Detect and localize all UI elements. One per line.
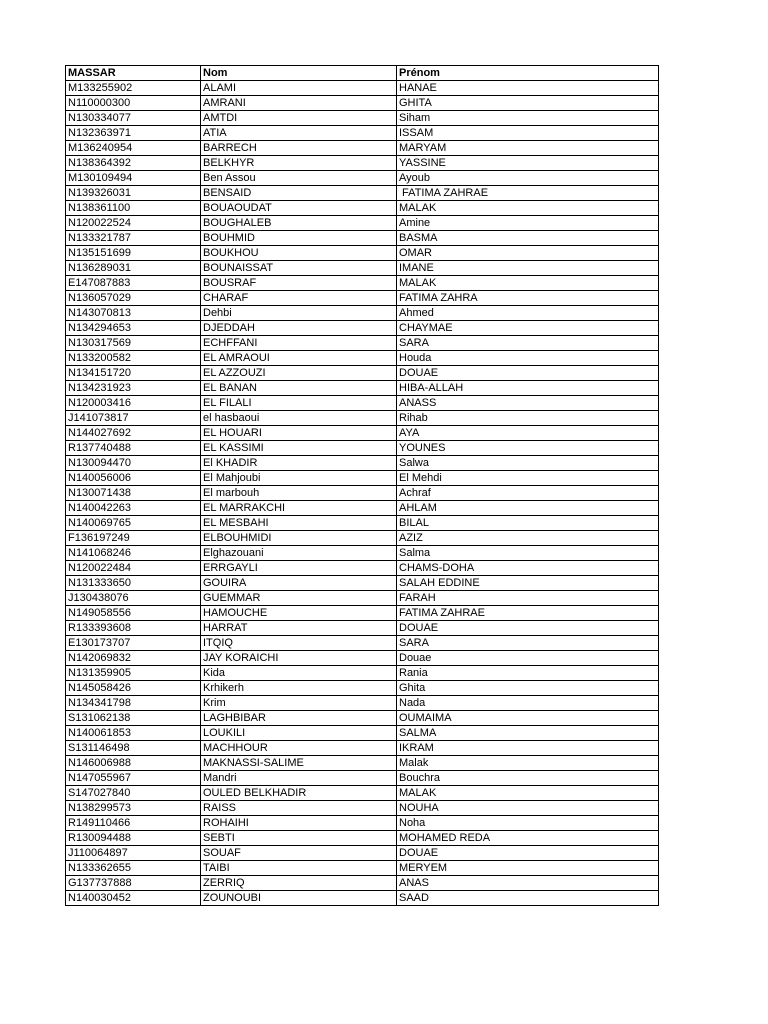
cell-prenom: Douae — [397, 651, 659, 666]
table-body — [66, 81, 659, 906]
cell-massar: F136197249 — [66, 531, 201, 546]
cell-massar: N134151720 — [66, 366, 201, 381]
table-row — [66, 111, 659, 126]
cell-nom: BOUSRAF — [201, 276, 397, 291]
cell-massar: N134341798 — [66, 696, 201, 711]
cell-nom: ELBOUHMIDI — [201, 531, 397, 546]
cell-prenom: CHAMS-DOHA — [397, 561, 659, 576]
cell-prenom: AYA — [397, 426, 659, 441]
table-row — [66, 516, 659, 531]
cell-nom: Kida — [201, 666, 397, 681]
cell-prenom: FARAH — [397, 591, 659, 606]
header-prenom: Prénom — [397, 66, 659, 81]
header-row — [66, 66, 659, 81]
cell-nom: Ben Assou — [201, 171, 397, 186]
cell-massar: N131333650 — [66, 576, 201, 591]
table-row — [66, 126, 659, 141]
cell-prenom: Rihab — [397, 411, 659, 426]
table-row — [66, 306, 659, 321]
cell-massar: N136289031 — [66, 261, 201, 276]
table-row — [66, 801, 659, 816]
cell-massar: N133362655 — [66, 861, 201, 876]
table-row — [66, 861, 659, 876]
cell-prenom: SALMA — [397, 726, 659, 741]
cell-prenom: FATIMA ZAHRA — [397, 291, 659, 306]
cell-prenom: Ayoub — [397, 171, 659, 186]
cell-massar: R133393608 — [66, 621, 201, 636]
table-row — [66, 336, 659, 351]
table-row — [66, 666, 659, 681]
cell-massar: N145058426 — [66, 681, 201, 696]
table-row — [66, 396, 659, 411]
cell-nom: DJEDDAH — [201, 321, 397, 336]
table-row — [66, 291, 659, 306]
cell-prenom: Ghita — [397, 681, 659, 696]
table-row — [66, 171, 659, 186]
header-massar: MASSAR — [66, 66, 201, 81]
cell-massar: N149058556 — [66, 606, 201, 621]
table-row — [66, 351, 659, 366]
cell-nom: el hasbaoui — [201, 411, 397, 426]
cell-nom: EL HOUARI — [201, 426, 397, 441]
table-row — [66, 366, 659, 381]
table-row — [66, 441, 659, 456]
cell-prenom: MALAK — [397, 201, 659, 216]
cell-nom: AMRANI — [201, 96, 397, 111]
cell-massar: N134231923 — [66, 381, 201, 396]
table-row — [66, 546, 659, 561]
cell-massar: N131359905 — [66, 666, 201, 681]
cell-prenom: Bouchra — [397, 771, 659, 786]
cell-massar: N110000300 — [66, 96, 201, 111]
table-row — [66, 771, 659, 786]
cell-massar: G137737888 — [66, 876, 201, 891]
table-row — [66, 891, 659, 906]
cell-nom: ZERRIQ — [201, 876, 397, 891]
cell-massar: M136240954 — [66, 141, 201, 156]
cell-prenom: SAAD — [397, 891, 659, 906]
cell-massar: J110064897 — [66, 846, 201, 861]
cell-massar: N136057029 — [66, 291, 201, 306]
table-row — [66, 741, 659, 756]
table-row — [66, 726, 659, 741]
cell-nom: BARRECH — [201, 141, 397, 156]
cell-nom: EL FILALI — [201, 396, 397, 411]
cell-nom: ATIA — [201, 126, 397, 141]
cell-massar: R137740488 — [66, 441, 201, 456]
cell-prenom: AZIZ — [397, 531, 659, 546]
cell-massar: N138299573 — [66, 801, 201, 816]
table-row — [66, 141, 659, 156]
cell-prenom: BILAL — [397, 516, 659, 531]
cell-nom: BOUHMID — [201, 231, 397, 246]
cell-nom: Krhikerh — [201, 681, 397, 696]
cell-massar: N142069832 — [66, 651, 201, 666]
cell-massar: N135151699 — [66, 246, 201, 261]
cell-massar: N143070813 — [66, 306, 201, 321]
cell-prenom: YOUNES — [397, 441, 659, 456]
cell-prenom: Salma — [397, 546, 659, 561]
cell-nom: BOUKHOU — [201, 246, 397, 261]
cell-massar: N140042263 — [66, 501, 201, 516]
table-row — [66, 216, 659, 231]
cell-nom: MACHHOUR — [201, 741, 397, 756]
cell-massar: J141073817 — [66, 411, 201, 426]
cell-prenom: NOUHA — [397, 801, 659, 816]
cell-massar: N134294653 — [66, 321, 201, 336]
cell-nom: GUEMMAR — [201, 591, 397, 606]
table-row — [66, 651, 659, 666]
cell-nom: HARRAT — [201, 621, 397, 636]
cell-prenom: HIBA-ALLAH — [397, 381, 659, 396]
cell-prenom: OMAR — [397, 246, 659, 261]
table-row — [66, 456, 659, 471]
cell-prenom: Noha — [397, 816, 659, 831]
cell-nom: CHARAF — [201, 291, 397, 306]
cell-nom: BELKHYR — [201, 156, 397, 171]
cell-massar: N138364392 — [66, 156, 201, 171]
cell-massar: N140069765 — [66, 516, 201, 531]
cell-nom: JAY KORAICHI — [201, 651, 397, 666]
cell-massar: N133200582 — [66, 351, 201, 366]
cell-massar: N130094470 — [66, 456, 201, 471]
cell-massar: N120003416 — [66, 396, 201, 411]
table-row — [66, 276, 659, 291]
cell-prenom: OUMAIMA — [397, 711, 659, 726]
table-row — [66, 426, 659, 441]
cell-nom: EL MARRAKCHI — [201, 501, 397, 516]
cell-prenom: El Mehdi — [397, 471, 659, 486]
cell-massar: J130438076 — [66, 591, 201, 606]
cell-prenom: FATIMA ZAHRAE — [397, 186, 659, 201]
cell-prenom: Amine — [397, 216, 659, 231]
cell-nom: EL KASSIMI — [201, 441, 397, 456]
table-row — [66, 681, 659, 696]
cell-massar: N130334077 — [66, 111, 201, 126]
cell-prenom: MARYAM — [397, 141, 659, 156]
cell-prenom: YASSINE — [397, 156, 659, 171]
cell-massar: N138361100 — [66, 201, 201, 216]
cell-prenom: MOHAMED REDA — [397, 831, 659, 846]
cell-prenom: AHLAM — [397, 501, 659, 516]
cell-nom: ALAMI — [201, 81, 397, 96]
table-row — [66, 831, 659, 846]
cell-massar: E147087883 — [66, 276, 201, 291]
cell-nom: Krim — [201, 696, 397, 711]
cell-prenom: HANAE — [397, 81, 659, 96]
cell-nom: SEBTI — [201, 831, 397, 846]
cell-prenom: Malak — [397, 756, 659, 771]
cell-prenom: GHITA — [397, 96, 659, 111]
table-row — [66, 531, 659, 546]
cell-nom: El marbouh — [201, 486, 397, 501]
cell-nom: ZOUNOUBI — [201, 891, 397, 906]
cell-massar: R149110466 — [66, 816, 201, 831]
cell-massar: S147027840 — [66, 786, 201, 801]
table-row — [66, 261, 659, 276]
cell-prenom: CHAYMAE — [397, 321, 659, 336]
cell-prenom: Salwa — [397, 456, 659, 471]
cell-prenom: DOUAE — [397, 366, 659, 381]
cell-massar: N133321787 — [66, 231, 201, 246]
table-row — [66, 846, 659, 861]
cell-massar: N130071438 — [66, 486, 201, 501]
cell-nom: Dehbi — [201, 306, 397, 321]
header-nom: Nom — [201, 66, 397, 81]
cell-prenom: Nada — [397, 696, 659, 711]
cell-massar: N146006988 — [66, 756, 201, 771]
cell-massar: N141068246 — [66, 546, 201, 561]
table-row — [66, 381, 659, 396]
cell-prenom: MALAK — [397, 276, 659, 291]
cell-nom: EL AZZOUZI — [201, 366, 397, 381]
table-row — [66, 321, 659, 336]
cell-nom: TAIBI — [201, 861, 397, 876]
table-row — [66, 621, 659, 636]
cell-nom: RAISS — [201, 801, 397, 816]
cell-massar: S131062138 — [66, 711, 201, 726]
cell-massar: E130173707 — [66, 636, 201, 651]
cell-massar: N147055967 — [66, 771, 201, 786]
cell-prenom: SARA — [397, 336, 659, 351]
table-row — [66, 576, 659, 591]
cell-nom: OULED BELKHADIR — [201, 786, 397, 801]
cell-nom: MAKNASSI-SALIME — [201, 756, 397, 771]
table-row — [66, 186, 659, 201]
table-row — [66, 561, 659, 576]
cell-nom: EL AMRAOUI — [201, 351, 397, 366]
table-row — [66, 636, 659, 651]
cell-nom: Mandri — [201, 771, 397, 786]
cell-prenom: IKRAM — [397, 741, 659, 756]
table-row — [66, 816, 659, 831]
cell-massar: M130109494 — [66, 171, 201, 186]
table-row — [66, 606, 659, 621]
cell-massar: N140061853 — [66, 726, 201, 741]
cell-nom: GOUIRA — [201, 576, 397, 591]
cell-nom: LAGHBIBAR — [201, 711, 397, 726]
cell-prenom: SARA — [397, 636, 659, 651]
cell-nom: ITQIQ — [201, 636, 397, 651]
table-row — [66, 696, 659, 711]
cell-massar: N120022484 — [66, 561, 201, 576]
cell-prenom: DOUAE — [397, 621, 659, 636]
cell-prenom: Houda — [397, 351, 659, 366]
cell-nom: EL BANAN — [201, 381, 397, 396]
cell-prenom: ANASS — [397, 396, 659, 411]
cell-massar: N130317569 — [66, 336, 201, 351]
table-row — [66, 81, 659, 96]
cell-nom: BOUAOUDAT — [201, 201, 397, 216]
cell-massar: M133255902 — [66, 81, 201, 96]
table-row — [66, 201, 659, 216]
table-row — [66, 591, 659, 606]
cell-nom: Elghazouani — [201, 546, 397, 561]
table-row — [66, 411, 659, 426]
cell-massar: N140056006 — [66, 471, 201, 486]
cell-prenom: IMANE — [397, 261, 659, 276]
cell-massar: N144027692 — [66, 426, 201, 441]
cell-nom: El Mahjoubi — [201, 471, 397, 486]
table-row — [66, 486, 659, 501]
cell-prenom: MERYEM — [397, 861, 659, 876]
cell-nom: AMTDI — [201, 111, 397, 126]
table-row — [66, 231, 659, 246]
table-row — [66, 786, 659, 801]
table-row — [66, 756, 659, 771]
cell-prenom: MALAK — [397, 786, 659, 801]
cell-prenom: FATIMA ZAHRAE — [397, 606, 659, 621]
cell-massar: N140030452 — [66, 891, 201, 906]
cell-nom: ROHAIHI — [201, 816, 397, 831]
cell-nom: SOUAF — [201, 846, 397, 861]
cell-nom: BOUNAISSAT — [201, 261, 397, 276]
cell-prenom: Achraf — [397, 486, 659, 501]
table-row — [66, 876, 659, 891]
cell-nom: EL MESBAHI — [201, 516, 397, 531]
cell-prenom: ANAS — [397, 876, 659, 891]
cell-prenom: Siham — [397, 111, 659, 126]
cell-massar: N132363971 — [66, 126, 201, 141]
cell-prenom: Ahmed — [397, 306, 659, 321]
table-row — [66, 246, 659, 261]
cell-prenom: BASMA — [397, 231, 659, 246]
cell-nom: ERRGAYLI — [201, 561, 397, 576]
table-row — [66, 471, 659, 486]
table-row — [66, 156, 659, 171]
table-row — [66, 711, 659, 726]
cell-massar: N120022524 — [66, 216, 201, 231]
cell-massar: S131146498 — [66, 741, 201, 756]
cell-nom: LOUKILI — [201, 726, 397, 741]
cell-nom: BENSAID — [201, 186, 397, 201]
cell-nom: BOUGHALEB — [201, 216, 397, 231]
cell-prenom: ISSAM — [397, 126, 659, 141]
cell-prenom: Rania — [397, 666, 659, 681]
cell-prenom: SALAH EDDINE — [397, 576, 659, 591]
cell-nom: ECHFFANI — [201, 336, 397, 351]
student-list-table — [65, 65, 659, 906]
cell-massar: N139326031 — [66, 186, 201, 201]
cell-nom: El KHADIR — [201, 456, 397, 471]
cell-prenom: DOUAE — [397, 846, 659, 861]
cell-nom: HAMOUCHE — [201, 606, 397, 621]
table-row — [66, 96, 659, 111]
table-row — [66, 501, 659, 516]
cell-massar: R130094488 — [66, 831, 201, 846]
